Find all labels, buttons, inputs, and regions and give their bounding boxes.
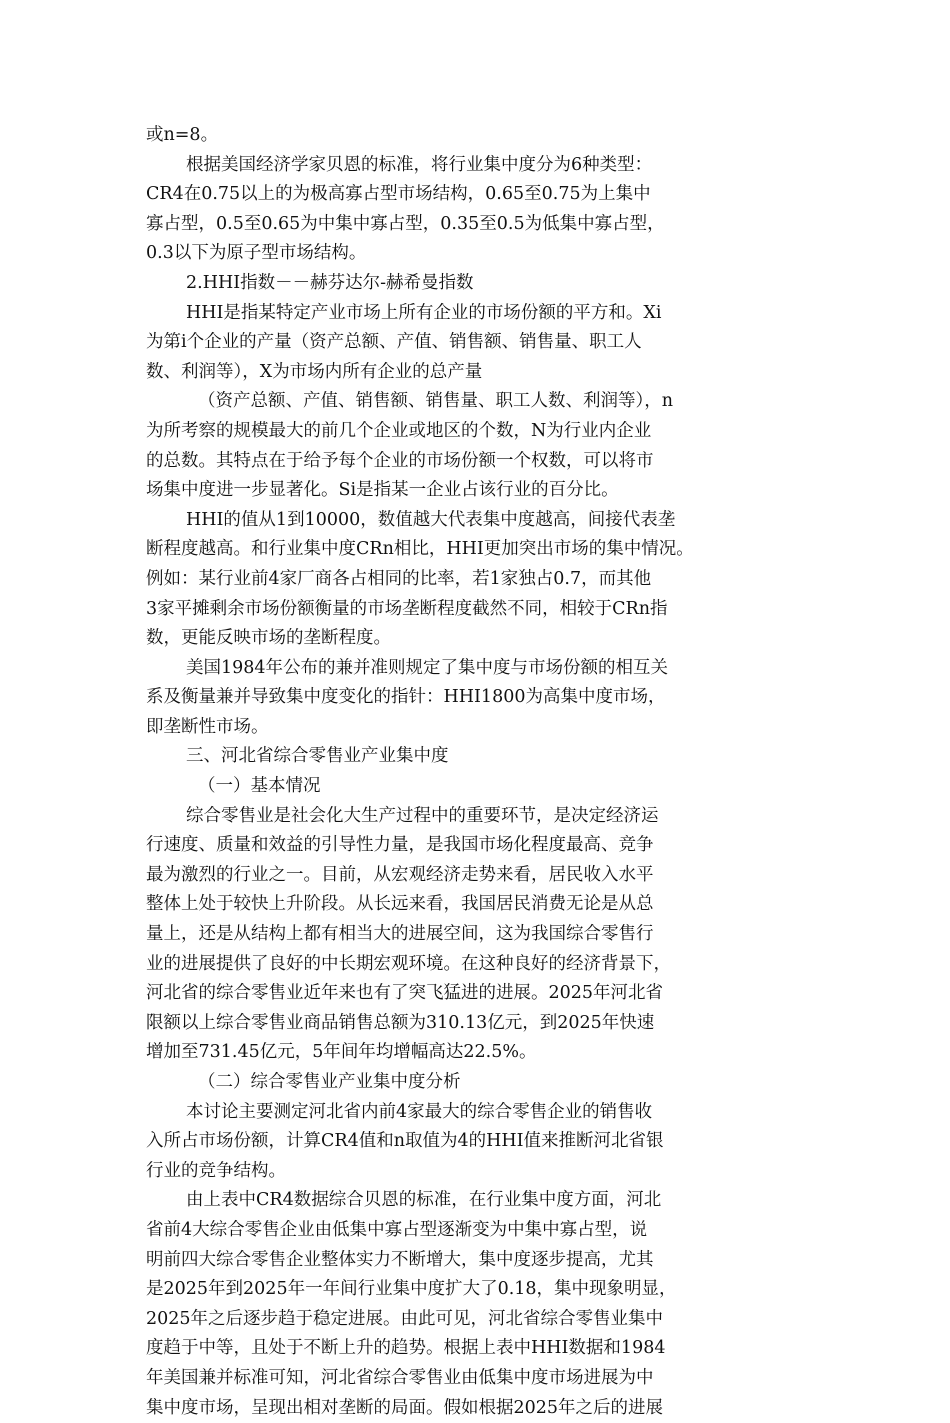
text-line: 行业的竞争结构。 (146, 1160, 286, 1181)
text-line: 年美国兼并标准可知，河北省综合零售业由低集中度市场进展为中 (146, 1367, 654, 1388)
text-line: 系及衡量兼并导致集中度变化的指针：HHI1800为高集中度市场， (146, 687, 666, 708)
text-line: 增加至731.45亿元，5年间年均增幅高达22.5%。 (146, 1042, 537, 1063)
text-line: 为第i个企业的产量（资产总额、产值、销售额、销售量、职工人 (146, 332, 642, 353)
text-line: 河北省的综合零售业近年来也有了突飞猛进的进展。2025年河北省 (146, 983, 664, 1004)
text-line: 断程度越高。和行业集中度CRn相比，HHI更加突出市场的集中情况。 (146, 539, 694, 560)
text-line: 是2025年到2025年一年间行业集中度扩大了0.18，集中现象明显， (146, 1279, 677, 1300)
text-line: （二）综合零售业产业集中度分析 (198, 1072, 461, 1092)
text-line: 本讨论主要测定河北省内前4家最大的综合零售企业的销售收 (186, 1101, 653, 1122)
text-line: 2.HHI指数－－赫芬达尔-赫希曼指数 (186, 272, 474, 293)
text-line: 省前4大综合零售企业由低集中寡占型逐渐变为中集中寡占型，说 (146, 1219, 648, 1240)
text-line: 三、河北省综合零售业产业集中度 (186, 746, 449, 767)
text-line: 最为激烈的行业之一。目前，从宏观经济走势来看，居民收入水平 (146, 864, 654, 885)
text-line: HHI是指某特定产业市场上所有企业的市场份额的平方和。Xi (186, 302, 662, 323)
text-line: （一）基本情况 (198, 776, 321, 797)
text-line: 由上表中CR4数据综合贝恩的标准，在行业集中度方面，河北 (186, 1190, 662, 1211)
text-line: HHI的值从1到10000，数值越大代表集中度越高，间接代表垄 (186, 509, 676, 530)
text-line: 寡占型，0.5至0.65为中集中寡占型，0.35至0.5为低集中寡占型， (146, 213, 665, 234)
text-line: CR4在0.75以上的为极高寡占型市场结构，0.65至0.75为上集中 (146, 184, 651, 205)
text-line: 即垄断性市场。 (146, 716, 269, 737)
text-line: 0.3以下为原子型市场结构。 (146, 243, 367, 264)
text-line: 量上，还是从结构上都有相当大的进展空间，这为我国综合零售行 (146, 924, 654, 945)
text-line: 2025年之后逐步趋于稳定进展。由此可见，河北省综合零售业集中 (146, 1308, 664, 1329)
text-line: （资产总额、产值、销售额、销售量、职工人数、利润等），n (198, 391, 674, 412)
text-line: 数、利润等），X为市场内所有企业的总产量 (146, 361, 483, 382)
text-line: 例如：某行业前4家厂商各占相同的比率，若1家独占0.7，而其他 (146, 568, 652, 589)
text-line: 限额以上综合零售业商品销售总额为310.13亿元，到2025年快速 (146, 1012, 655, 1033)
text-line: 的总数。其特点在于给予每个企业的市场份额一个权数，可以将市 (146, 450, 654, 471)
text-line: 3家平摊剩余市场份额衡量的市场垄断程度截然不同，相较于CRn指 (146, 598, 668, 619)
text-line: 明前四大综合零售企业整体实力不断增大，集中度逐步提高，尤其 (146, 1249, 654, 1270)
document-body (146, 121, 816, 1423)
text-line: 场集中度进一步显著化。Si是指某一企业占该行业的百分比。 (146, 480, 619, 501)
text-line: 根据美国经济学家贝恩的标准，将行业集中度分为6种类型： (186, 154, 653, 175)
text-line: 为所考察的规模最大的前几个企业或地区的个数，N为行业内企业 (146, 420, 652, 441)
text-line: 业的进展提供了良好的中长期宏观环境。在这种良好的经济背景下， (146, 953, 671, 974)
text-line: 数，更能反映市场的垄断程度。 (146, 628, 391, 649)
text-line: 入所占市场份额，计算CR4值和n取值为4的HHI值来推断河北省银 (146, 1131, 664, 1152)
text-line: 行速度、质量和效益的引导性力量，是我国市场化程度最高、竞争 (146, 835, 654, 856)
text-line: 或n=8。 (146, 125, 219, 145)
text-line: 集中度市场，呈现出相对垄断的局面。假如根据2025年之后的进展 (146, 1397, 664, 1418)
text-line: 整体上处于较快上升阶段。从长远来看，我国居民消费无论是从总 (146, 894, 654, 915)
text-line: 综合零售业是社会化大生产过程中的重要环节，是决定经济运 (186, 805, 659, 826)
text-line: 度趋于中等，且处于不断上升的趋势。根据上表中HHI数据和1984 (146, 1338, 666, 1359)
text-line: 美国1984年公布的兼并准则规定了集中度与市场份额的相互关 (186, 657, 669, 678)
